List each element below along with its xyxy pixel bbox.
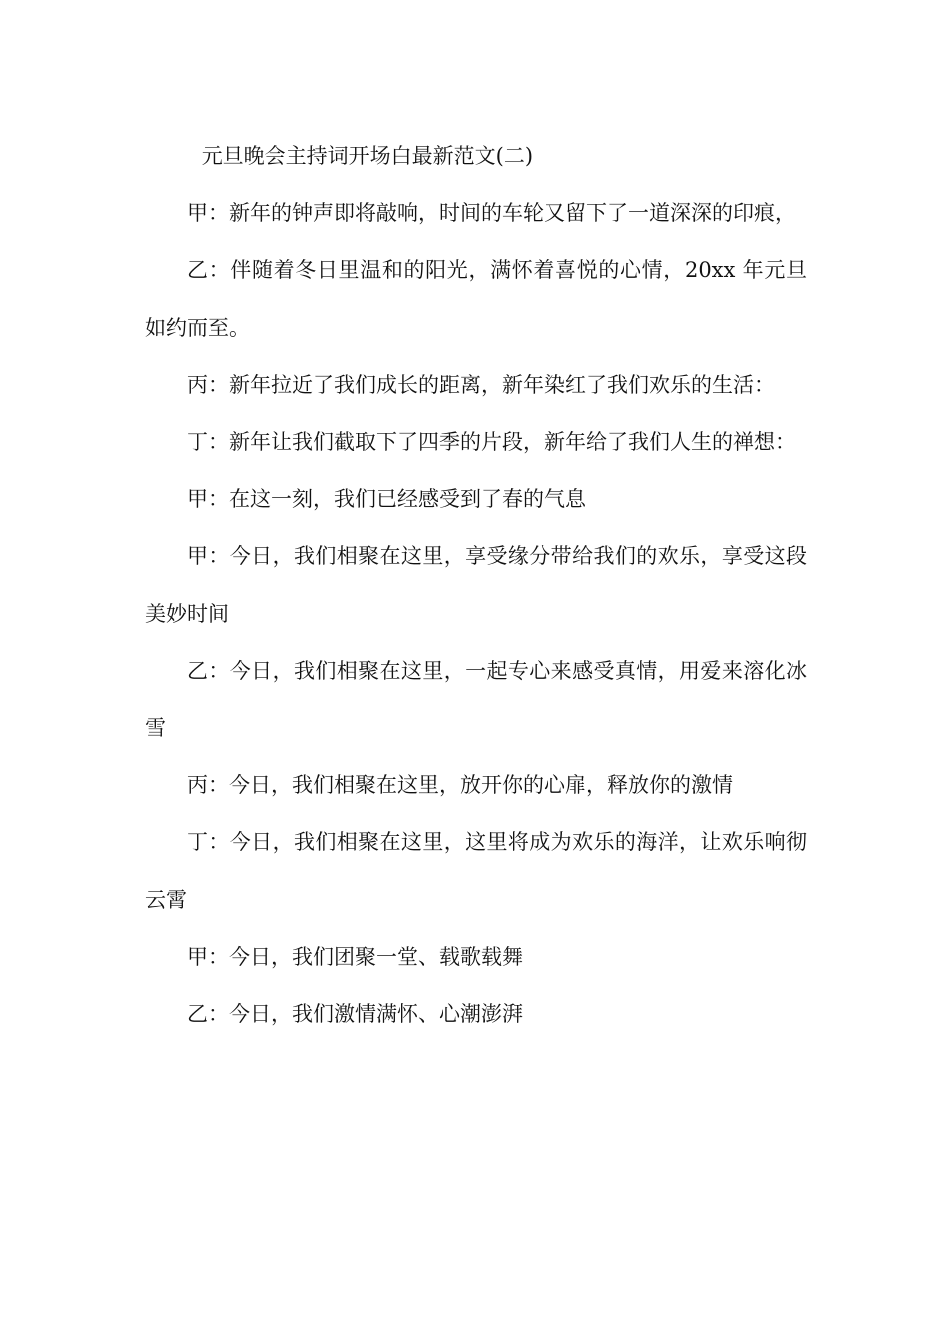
paragraph: 丙：今日，我们相聚在这里，放开你的心扉，释放你的激情: [187, 773, 733, 798]
paragraph: 甲：新年的钟声即将敲响，时间的车轮又留下了一道深深的印痕，: [187, 201, 796, 226]
paragraph: 甲：在这一刻，我们已经感受到了春的气息: [187, 487, 586, 512]
document-body: [145, 128, 807, 1043]
paragraph: 甲：今日，我们相聚在这里，享受缘分带给我们的欢乐，享受这段美妙时间: [145, 544, 807, 626]
paragraph: 乙：今日，我们相聚在这里，一起专心来感受真情，用爱来溶化冰雪: [145, 658, 807, 741]
paragraph: 乙：今日，我们激情满怀、心潮澎湃: [187, 1002, 523, 1027]
paragraph: 丁：新年让我们截取下了四季的片段，新年给了我们人生的禅想：: [187, 430, 796, 455]
paragraph: 乙：伴随着冬日里温和的阳光，满怀着喜悦的心情，20xx 年元旦如约而至。: [145, 258, 807, 340]
document-title: 元旦晚会主持词开场白最新范文(二): [201, 144, 534, 168]
paragraph: 丁：今日，我们相聚在这里，这里将成为欢乐的海洋，让欢乐响彻云霄: [145, 830, 807, 912]
paragraph: 甲：今日，我们团聚一堂、载歌载舞: [187, 944, 523, 969]
paragraph: 丙：新年拉近了我们成长的距离，新年染红了我们欢乐的生活：: [187, 372, 775, 397]
